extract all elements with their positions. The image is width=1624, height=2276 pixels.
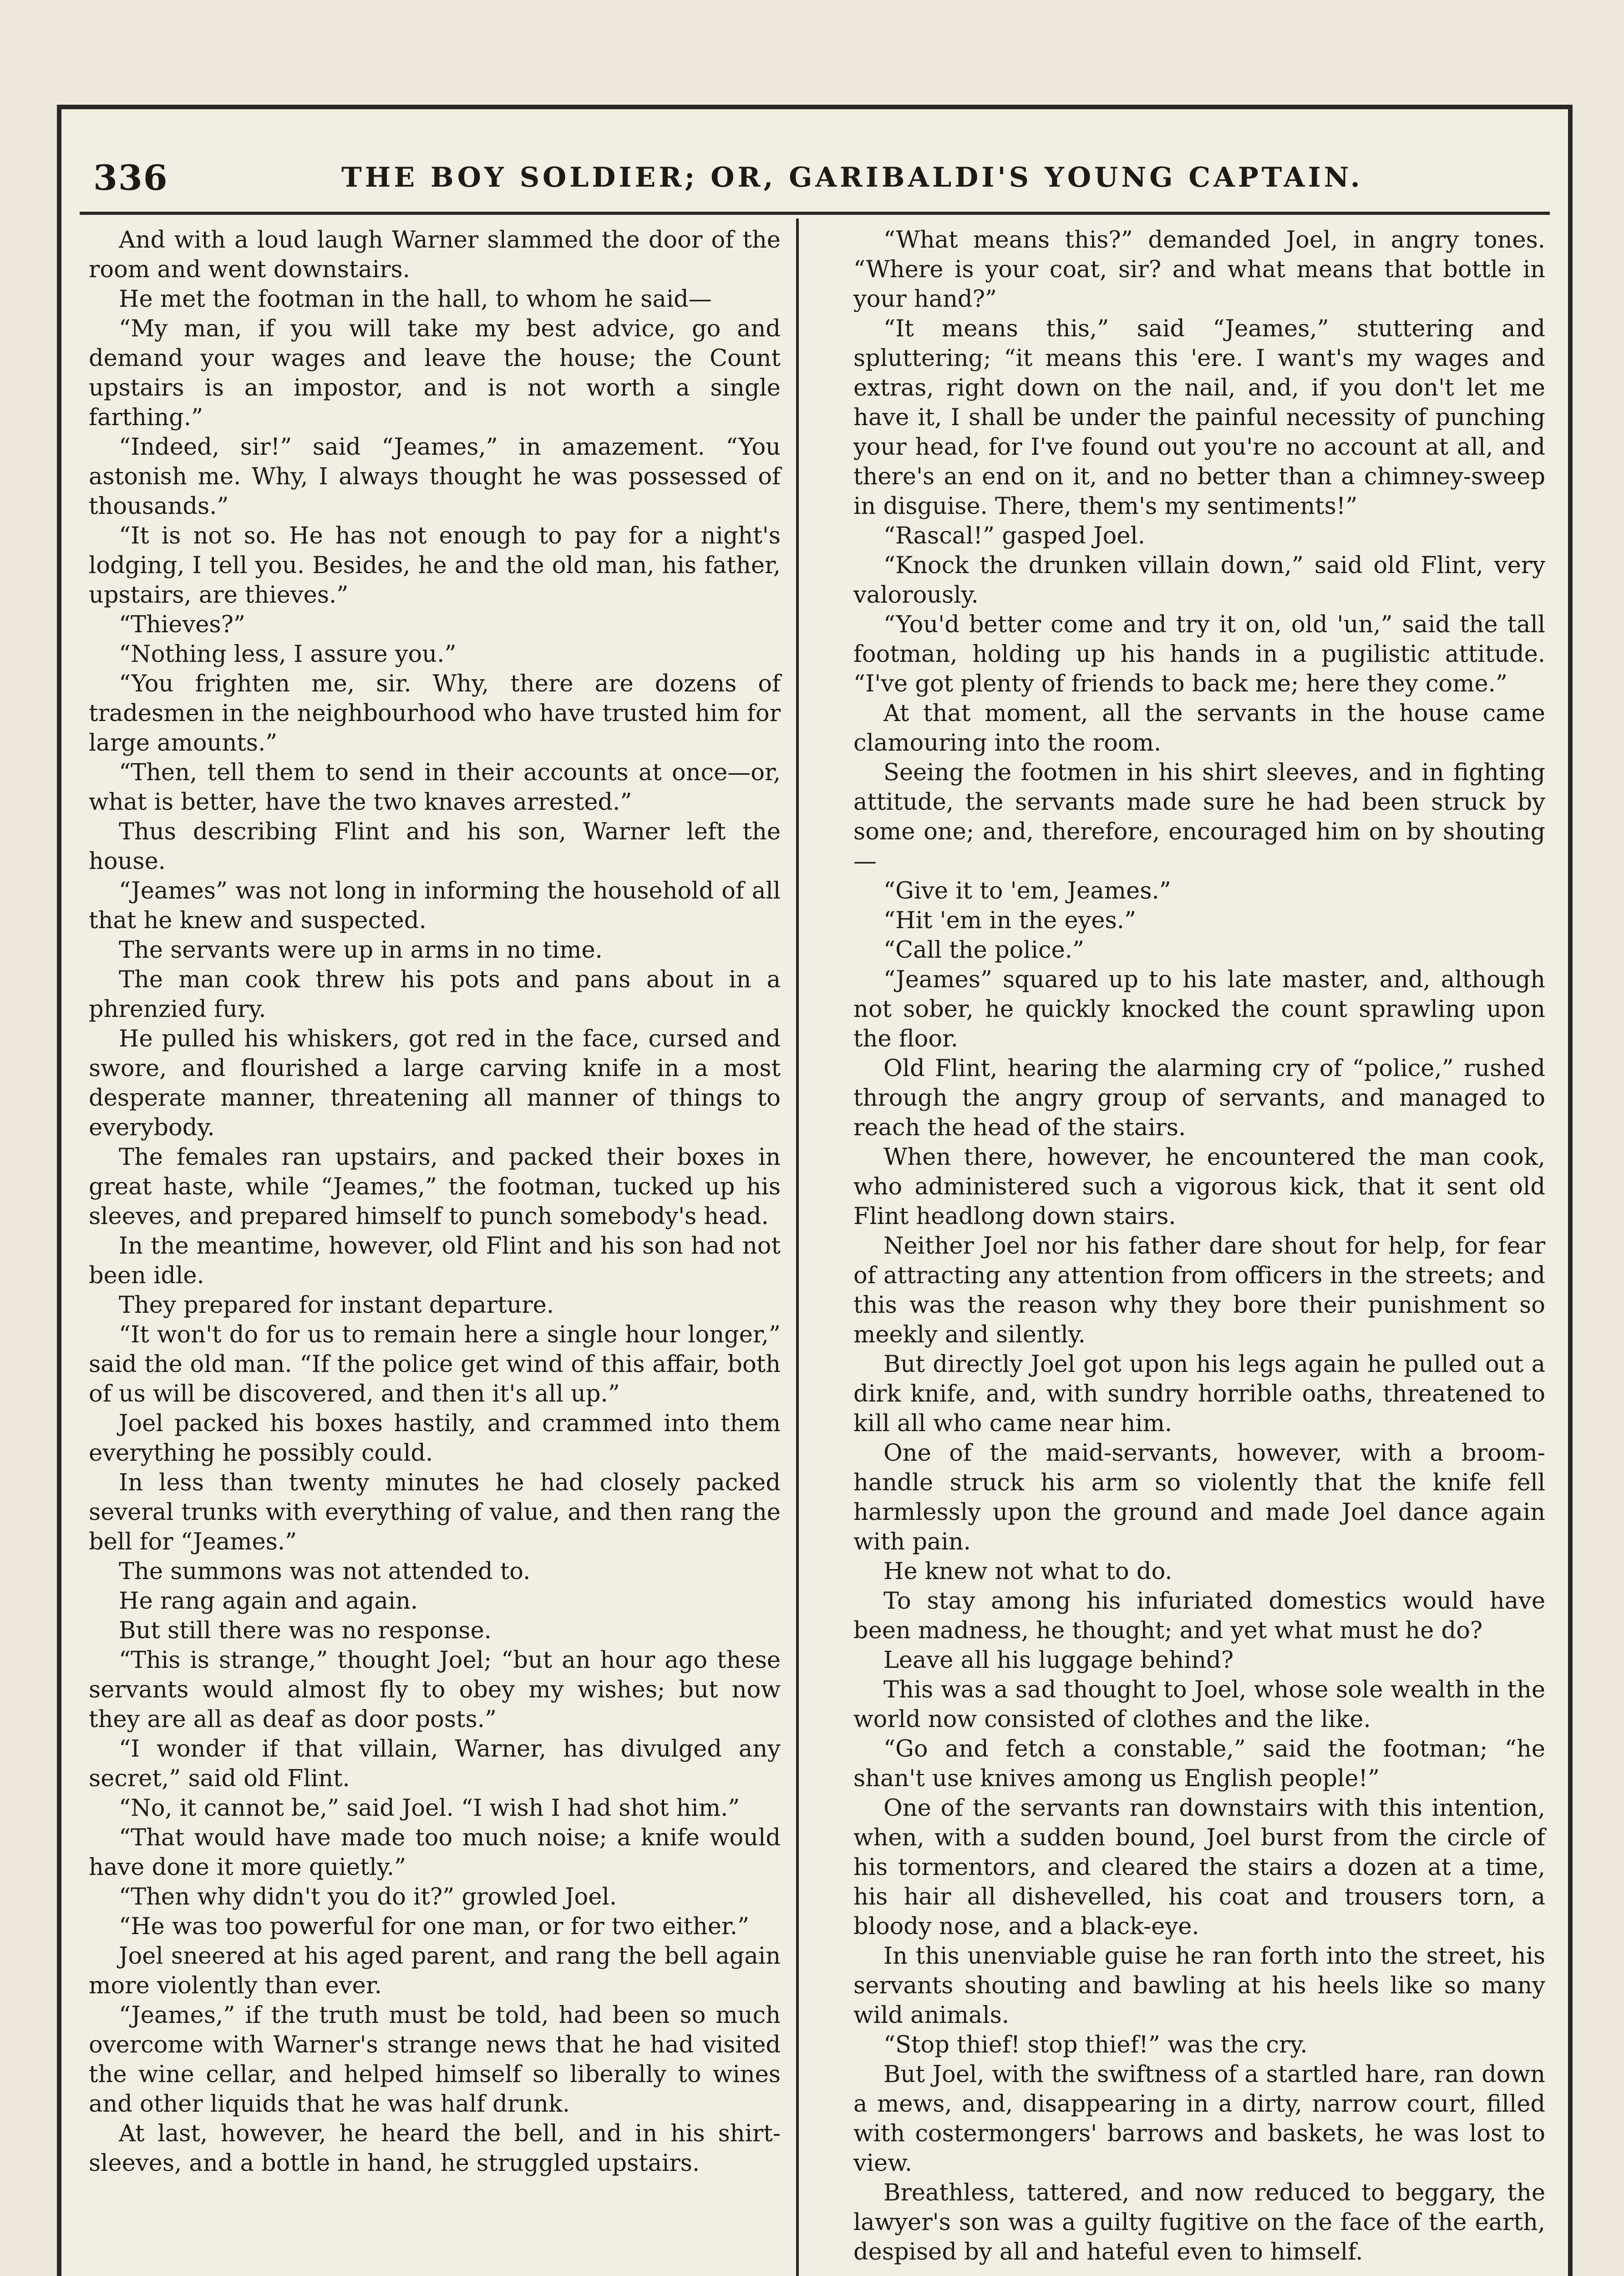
- paragraph: One of the maid-servants, however, with a broom-handle struck his arm so violently that the knife fell harmlessly upon the ground and made Joel dance again with pain.: [853, 1440, 1545, 1555]
- paragraph: “Jeames,” if the truth must be told, had been so much overcome with Warner's strange news that he had visited the wine cellar, and helped himself so liberally to wines and other liquids that he was half drunk.: [89, 2002, 781, 2118]
- paragraph: He pulled his whiskers, got red in the face, cursed and swore, and flourished a large carving knife in a most desperate manner, threatening all manner of things to everybody.: [89, 1026, 781, 1141]
- page-header: [93, 146, 1536, 209]
- paragraph: Breathless, tattered, and now reduced to beggary, the lawyer's son was a guilty fugitive on the face of the earth, despised by all and hateful even to himself.: [853, 2179, 1545, 2266]
- paragraph: “Give it to 'em, Jeames.”: [883, 878, 1171, 904]
- paragraph: Thus describing Flint and his son, Warner left the house.: [89, 818, 781, 875]
- paragraph: Seeing the footmen in his shirt sleeves, and in fighting attitude, the servants made sure he had been struck by some one; and, therefore, encouraged him on by shouting—: [853, 759, 1545, 875]
- printed-page: [57, 105, 1573, 2276]
- column-divider: [796, 218, 799, 2276]
- paragraph: At that moment, all the servants in the house came clamouring into the room.: [853, 700, 1545, 757]
- paragraph: They prepared for instant departure.: [119, 1292, 554, 1319]
- paragraph: The man cook threw his pots and pans about in a phrenzied fury.: [89, 966, 781, 1023]
- paragraph: “You frighten me, sir. Why, there are dozens of tradesmen in the neighbourhood who have trusted him for large amounts.”: [89, 671, 781, 757]
- paragraph: Leave all his luggage behind?: [883, 1647, 1234, 1674]
- running-title: THE BOY SOLDIER; OR, GARIBALDI'S YOUNG CAPTAIN.: [341, 162, 1363, 193]
- page-number: 336: [93, 157, 168, 198]
- paragraph: At last, however, he heard the bell, and in his shirt-sleeves, and a bottle in hand, he struggled upstairs.: [89, 2120, 781, 2177]
- paragraph: The females ran upstairs, and packed their boxes in great haste, while “Jeames,” the footman, tucked up his sleeves, and prepared himself to punch somebody's head.: [89, 1144, 781, 1230]
- paragraph: “Go and fetch a constable,” said the footman; “he shan't use knives among us English people!”: [853, 1736, 1545, 1792]
- paragraph: “This is strange,” thought Joel; “but an hour ago these servants would almost fly to obey my wishes; but now they are all as deaf as door posts.”: [89, 1647, 781, 1733]
- paragraph: “It means this,” said “Jeames,” stuttering and spluttering; “it means this 'ere. I want's my wages and extras, right down on the nail, and, if you don't let me have it, I shall be under the painful necessity of punching your head, for I've found out you're no account at all, and there's an end on it, and no better than a chimney-sweep in disguise. There, them's my sentiments!”: [853, 315, 1545, 520]
- right-column: [853, 225, 1545, 2267]
- paragraph: When there, however, he encountered the man cook, who administered such a vigorous kick, that it sent old Flint headlong down stairs.: [853, 1144, 1545, 1230]
- paragraph: “You'd better come and try it on, old 'un,” said the tall footman, holding up his hands in a pugilistic attitude. “I've got plenty of friends to back me; here they come.”: [853, 611, 1545, 697]
- paragraph: “Hit 'em in the eyes.”: [883, 907, 1137, 934]
- paragraph: “He was too powerful for one man, or for two either.”: [119, 1913, 750, 1940]
- paragraph: “What means this?” demanded Joel, in angry tones. “Where is your coat, sir? and what means that bottle in your hand?”: [853, 227, 1545, 313]
- paragraph: “No, it cannot be,” said Joel. “I wish I had shot him.”: [119, 1795, 740, 1822]
- paragraph: “Then, tell them to send in their accounts at once—or, what is better, have the two knaves arrested.”: [89, 759, 781, 816]
- paragraph: “It won't do for us to remain here a single hour longer,” said the old man. “If the police get wind of this affair, both of us will be discovered, and then it's all up.”: [89, 1321, 781, 1407]
- paragraph: Neither Joel nor his father dare shout for help, for fear of attracting any attention from officers in the streets; and this was the reason why they bore their punishment so meekly and silently.: [853, 1233, 1545, 1348]
- paragraph: “Indeed, sir!” said “Jeames,” in amazement. “You astonish me. Why, I always thought he was possessed of thousands.”: [89, 434, 781, 520]
- paragraph: “Then why didn't you do it?” growled Joel.: [119, 1884, 617, 1910]
- paragraph: Joel packed his boxes hastily, and crammed into them everything he possibly could.: [89, 1410, 781, 1467]
- paragraph: In the meantime, however, old Flint and his son had not been idle.: [89, 1233, 781, 1289]
- paragraph: “It is not so. He has not enough to pay for a night's lodging, I tell you. Besides, he and the old man, his father, upstairs, are thieves.”: [89, 523, 781, 609]
- paragraph: “I wonder if that villain, Warner, has divulged any secret,” said old Flint.: [89, 1736, 781, 1792]
- paragraph: “Jeames” squared up to his late master, and, although not sober, he quickly knocked the count sprawling upon the floor.: [853, 966, 1545, 1052]
- paragraph: He knew not what to do.: [883, 1558, 1172, 1585]
- paragraph: But Joel, with the swiftness of a startled hare, ran down a mews, and, disappearing in a dirty, narrow court, filled with costermongers' barrows and baskets, he was lost to view.: [853, 2061, 1545, 2177]
- paragraph: But directly Joel got upon his legs again he pulled out a dirk knife, and, with sundry horrible oaths, threatened to kill all who came near him.: [853, 1351, 1545, 1437]
- paragraph: “Rascal!” gasped Joel.: [883, 523, 1146, 549]
- paragraph: But still there was no response.: [119, 1617, 492, 1644]
- paragraph: “Jeames” was not long in informing the household of all that he knew and suspected.: [89, 878, 781, 934]
- paragraph: “Thieves?”: [119, 611, 246, 638]
- paragraph: “Call the police.”: [883, 937, 1085, 964]
- paragraph: One of the servants ran downstairs with this intention, when, with a sudden bound, Joel burst from the circle of his tormentors, and cleared the stairs a dozen at a time, his hair all dishevelled, his coat and trousers torn, a bloody nose, and a black-eye.: [853, 1795, 1545, 1940]
- paragraph: “Nothing less, I assure you.”: [119, 641, 457, 668]
- paragraph: In this unenviable guise he ran forth into the street, his servants shouting and bawling at his heels like so many wild animals.: [853, 1943, 1545, 2029]
- paragraph: This was a sad thought to Joel, whose sole wealth in the world now consisted of clothes and the like.: [853, 1677, 1545, 1733]
- header-rule: [80, 212, 1550, 215]
- left-column: [89, 225, 781, 2178]
- paragraph: To stay among his infuriated domestics would have been madness, he thought; and yet what must he do?: [853, 1588, 1545, 1644]
- paragraph: “That would have made too much noise; a knife would have done it more quietly.”: [89, 1824, 781, 1881]
- paragraph: Joel sneered at his aged parent, and rang the bell again more violently than ever.: [89, 1943, 781, 1999]
- paragraph: He met the footman in the hall, to whom he said—: [119, 286, 712, 313]
- paragraph: “Knock the drunken villain down,” said old Flint, very valorously.: [853, 552, 1545, 609]
- paragraph: “My man, if you will take my best advice, go and demand your wages and leave the house; the Count upstairs is an impostor, and is not worth a single farthing.”: [89, 315, 781, 431]
- paragraph: He rang again and again.: [119, 1588, 418, 1615]
- paragraph: The servants were up in arms in no time.: [119, 937, 603, 964]
- paragraph: Old Flint, hearing the alarming cry of “police,” rushed through the angry group of servants, and managed to reach the head of the stairs.: [853, 1055, 1545, 1141]
- paragraph: The summons was not attended to.: [119, 1558, 531, 1585]
- paragraph: In less than twenty minutes he had closely packed several trunks with everything of value, and then rang the bell for “Jeames.”: [89, 1469, 781, 1555]
- paragraph: And with a loud laugh Warner slammed the door of the room and went downstairs.: [89, 227, 781, 283]
- paragraph: “Stop thief! stop thief!” was the cry.: [883, 2032, 1308, 2058]
